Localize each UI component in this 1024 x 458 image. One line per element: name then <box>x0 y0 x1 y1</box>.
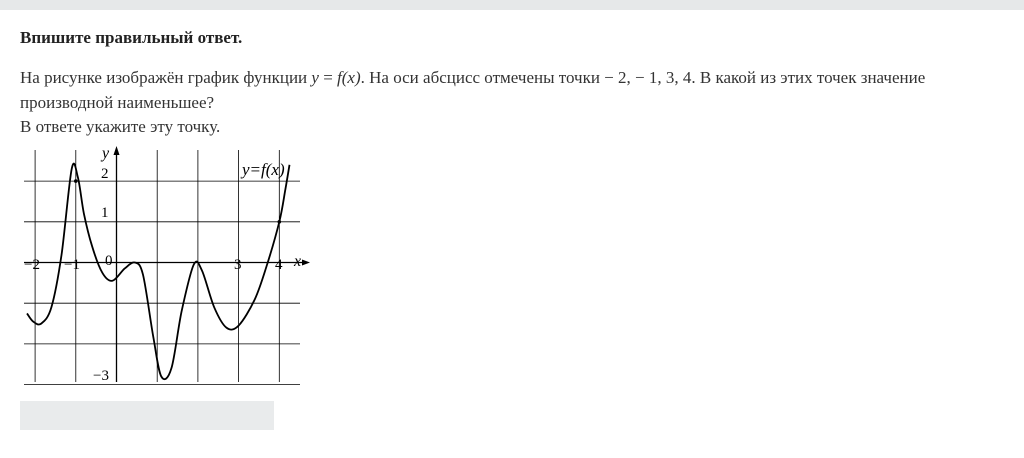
task-question-start: На рисунке изображён график функции <box>20 68 312 87</box>
curve-point <box>278 220 282 224</box>
x-axis-label: x <box>294 253 302 270</box>
y-axis-arrow <box>114 146 120 155</box>
formula-eq: = <box>318 68 338 87</box>
formula-y: y <box>311 68 319 87</box>
curve-point <box>74 179 78 183</box>
curve-label: y=f(x) <box>242 160 285 179</box>
task-instruction: В ответе укажите эту точку. <box>20 117 221 136</box>
formula-fx: f(x) <box>337 68 361 87</box>
tick-label-x-3: 3 <box>234 257 242 273</box>
function-graph <box>20 142 320 387</box>
top-strip <box>0 0 1024 10</box>
tick-label-x-4: 4 <box>275 257 283 273</box>
task-header: Впишите правильный ответ. <box>20 28 243 47</box>
tick-label-x-neg2: −2 <box>24 257 40 273</box>
y-axis-label: y <box>102 145 110 162</box>
task-question <box>20 66 1010 115</box>
x-axis-arrow <box>302 260 310 266</box>
graph-svg <box>20 142 320 387</box>
tick-label-origin: 0 <box>105 253 113 269</box>
tick-label-y-2: 2 <box>101 166 109 182</box>
tick-label-x-neg1: −1 <box>64 257 80 273</box>
task-question-end: . На оси абсцисс отмечены точки − 2, − 1, 3, 4. В какой из этих точек значение производной наименьшее? <box>20 68 926 112</box>
tick-label-y-neg3: −3 <box>93 368 109 384</box>
task-text <box>20 66 1010 140</box>
tick-label-y-1: 1 <box>101 205 109 221</box>
answer-input[interactable] <box>20 401 274 430</box>
